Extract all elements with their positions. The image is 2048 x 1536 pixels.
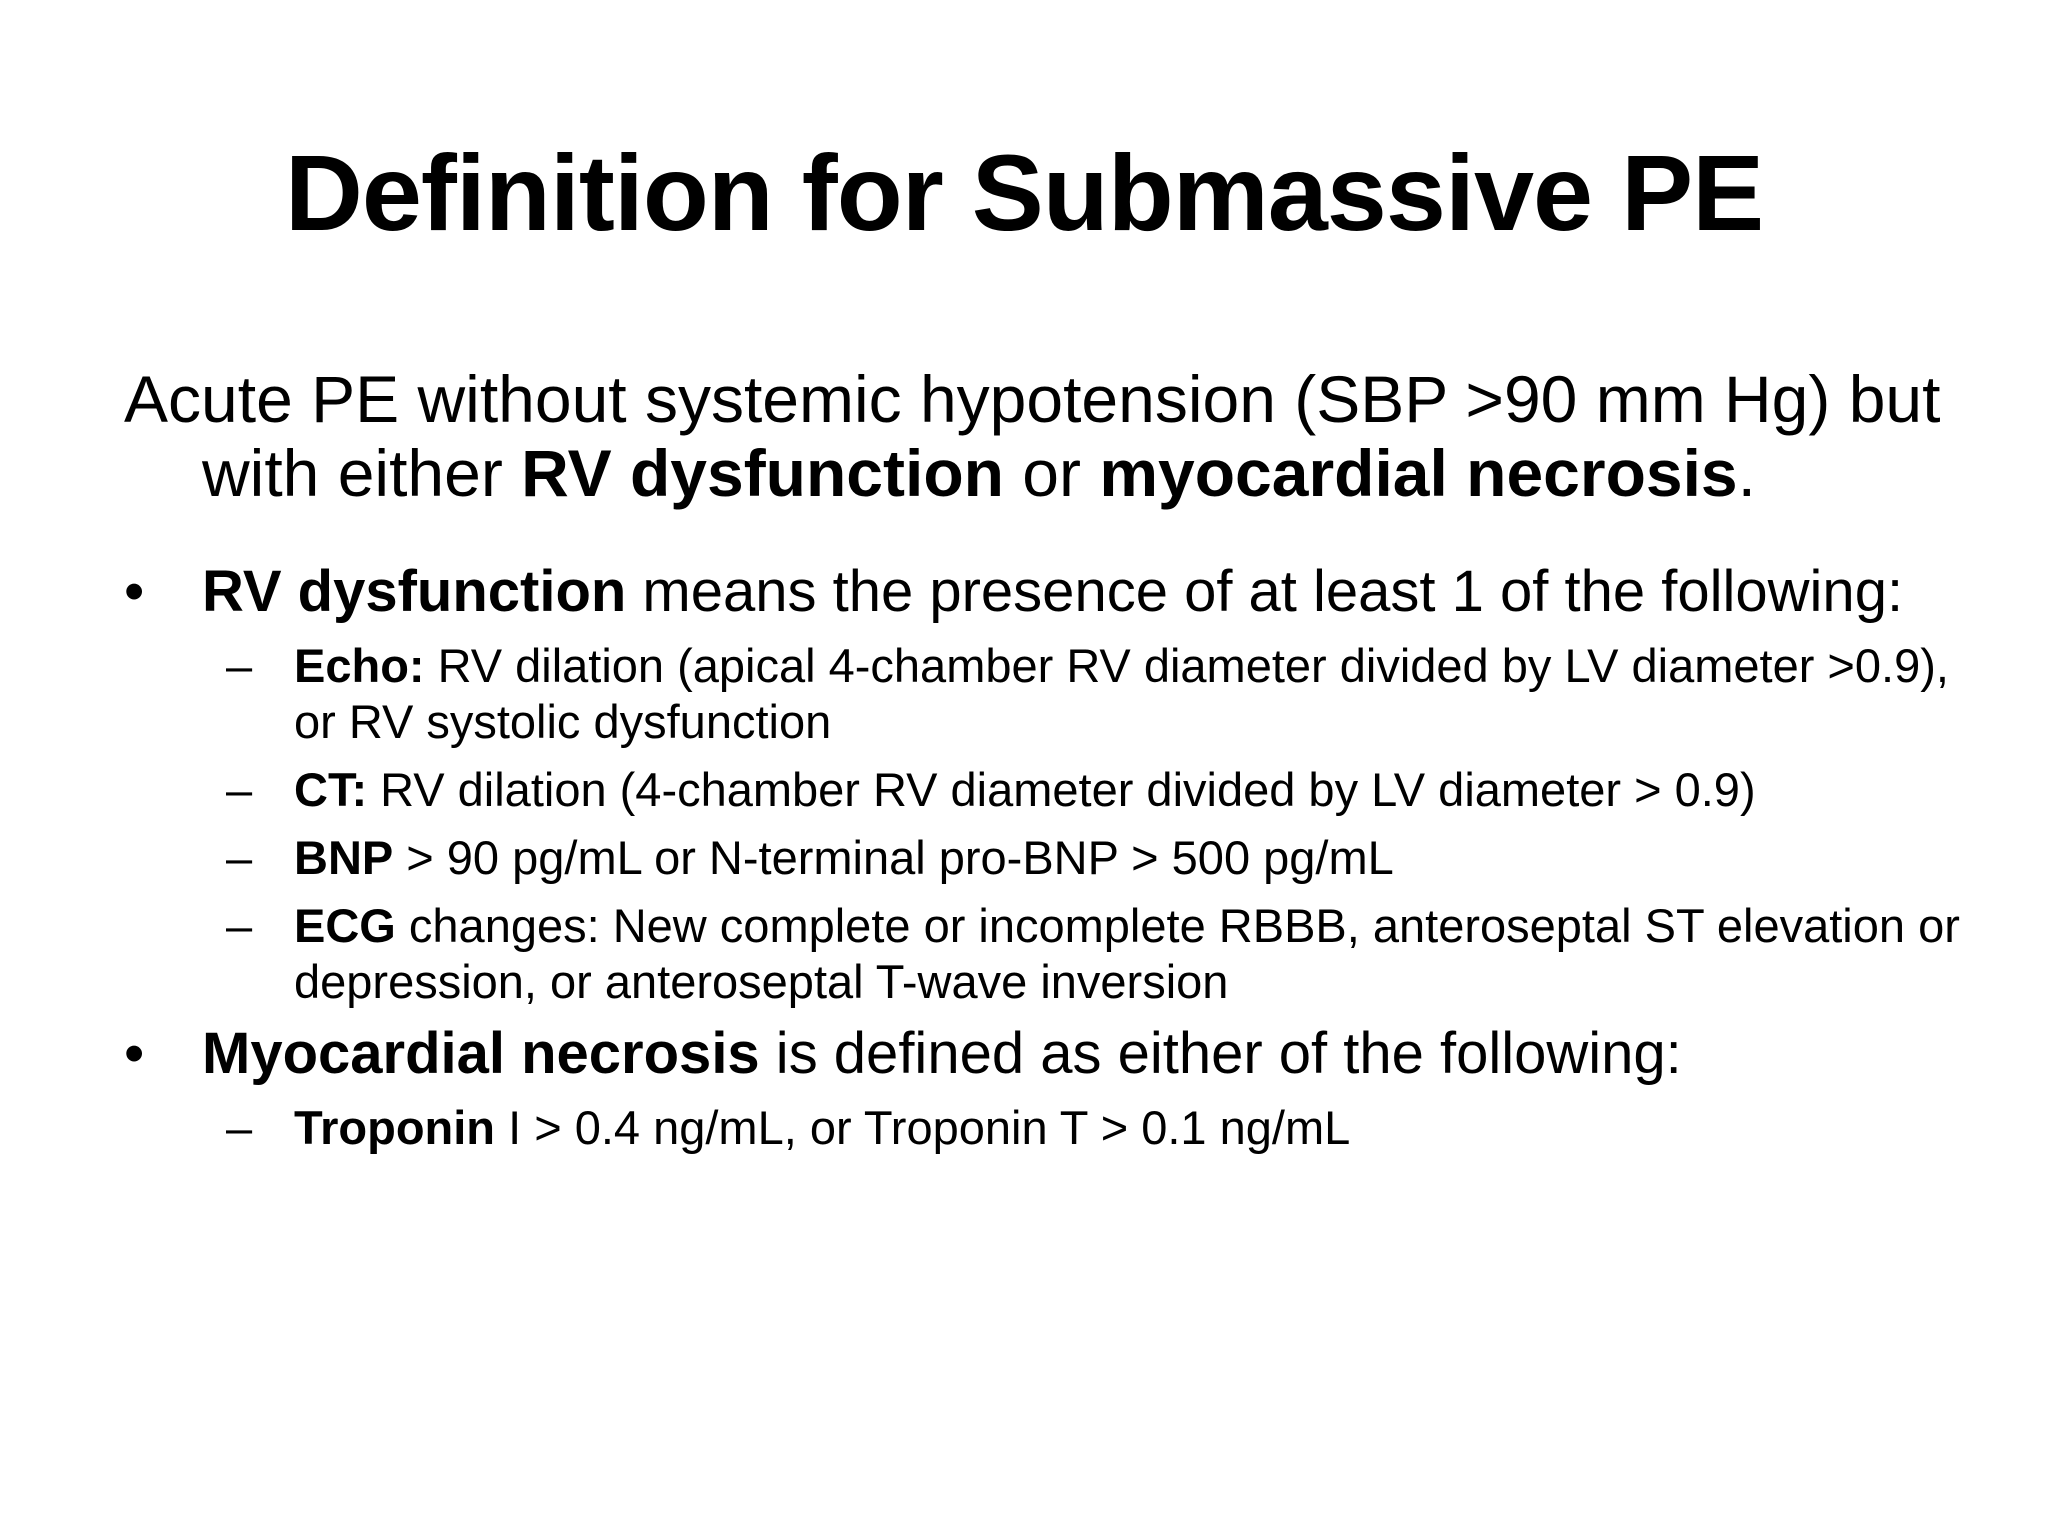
sub-item-ct <box>202 762 1984 818</box>
bullet-text <box>202 560 1984 624</box>
bullet-list <box>124 560 1984 1168</box>
sub-item-troponin <box>202 1100 1984 1156</box>
bullet-text <box>202 1022 1984 1086</box>
sub-bold: Troponin <box>294 1101 496 1154</box>
sub-bold: BNP <box>294 831 394 884</box>
bullet-rv-dysfunction <box>124 560 1984 1010</box>
sub-list-rv <box>202 638 1984 1010</box>
sub-rest: RV dilation (apical 4-chamber RV diameter divided by LV diameter >0.9), or RV systolic dysfunction <box>294 639 1949 748</box>
sub-rest: changes: New complete or incomplete RBBB, anteroseptal ST elevation or depression, or anteroseptal T-wave inversion <box>294 899 1960 1008</box>
sub-item-ecg <box>202 898 1984 1010</box>
bullet-bold: RV dysfunction <box>202 559 627 624</box>
sub-item-bnp <box>202 830 1984 886</box>
sub-rest: > 90 pg/mL or N-terminal pro-BNP > 500 pg/mL <box>393 831 1394 884</box>
intro-bold-myocardial-necrosis: myocardial necrosis <box>1099 436 1738 510</box>
sub-bold: CT: <box>294 763 368 816</box>
sub-bold: Echo: <box>294 639 425 692</box>
sub-rest: I > 0.4 ng/mL, or Troponin T > 0.1 ng/mL <box>495 1101 1351 1154</box>
dash-icon: – <box>226 763 253 816</box>
intro-text-1: Acute PE without systemic hypotension (SBP >90 mm Hg) but with either <box>124 362 1941 510</box>
sub-bold: ECG <box>294 899 396 952</box>
intro-text-2: or <box>1003 436 1100 510</box>
bullet-rest: is defined as either of the following: <box>759 1021 1682 1086</box>
dash-icon: – <box>226 831 253 884</box>
bullet-dot-icon: • <box>124 1021 145 1086</box>
slide-title: Definition for Submassive PE <box>284 132 1764 253</box>
intro-paragraph <box>124 362 2042 510</box>
bullet-bold: Myocardial necrosis <box>202 1021 760 1086</box>
sub-item-echo <box>202 638 1984 750</box>
bullet-myocardial-necrosis <box>124 1022 1984 1156</box>
dash-icon: – <box>226 899 253 952</box>
intro-bold-rv-dysfunction: RV dysfunction <box>521 436 1004 510</box>
sub-rest: RV dilation (4-chamber RV diameter divided by LV diameter > 0.9) <box>367 763 1756 816</box>
sub-list-necrosis <box>202 1100 1984 1156</box>
dash-icon: – <box>226 1101 253 1154</box>
intro-text-3: . <box>1737 436 1756 510</box>
bullet-dot-icon: • <box>124 559 145 624</box>
dash-icon: – <box>226 639 253 692</box>
bullet-rest: means the presence of at least 1 of the following: <box>626 559 1904 624</box>
